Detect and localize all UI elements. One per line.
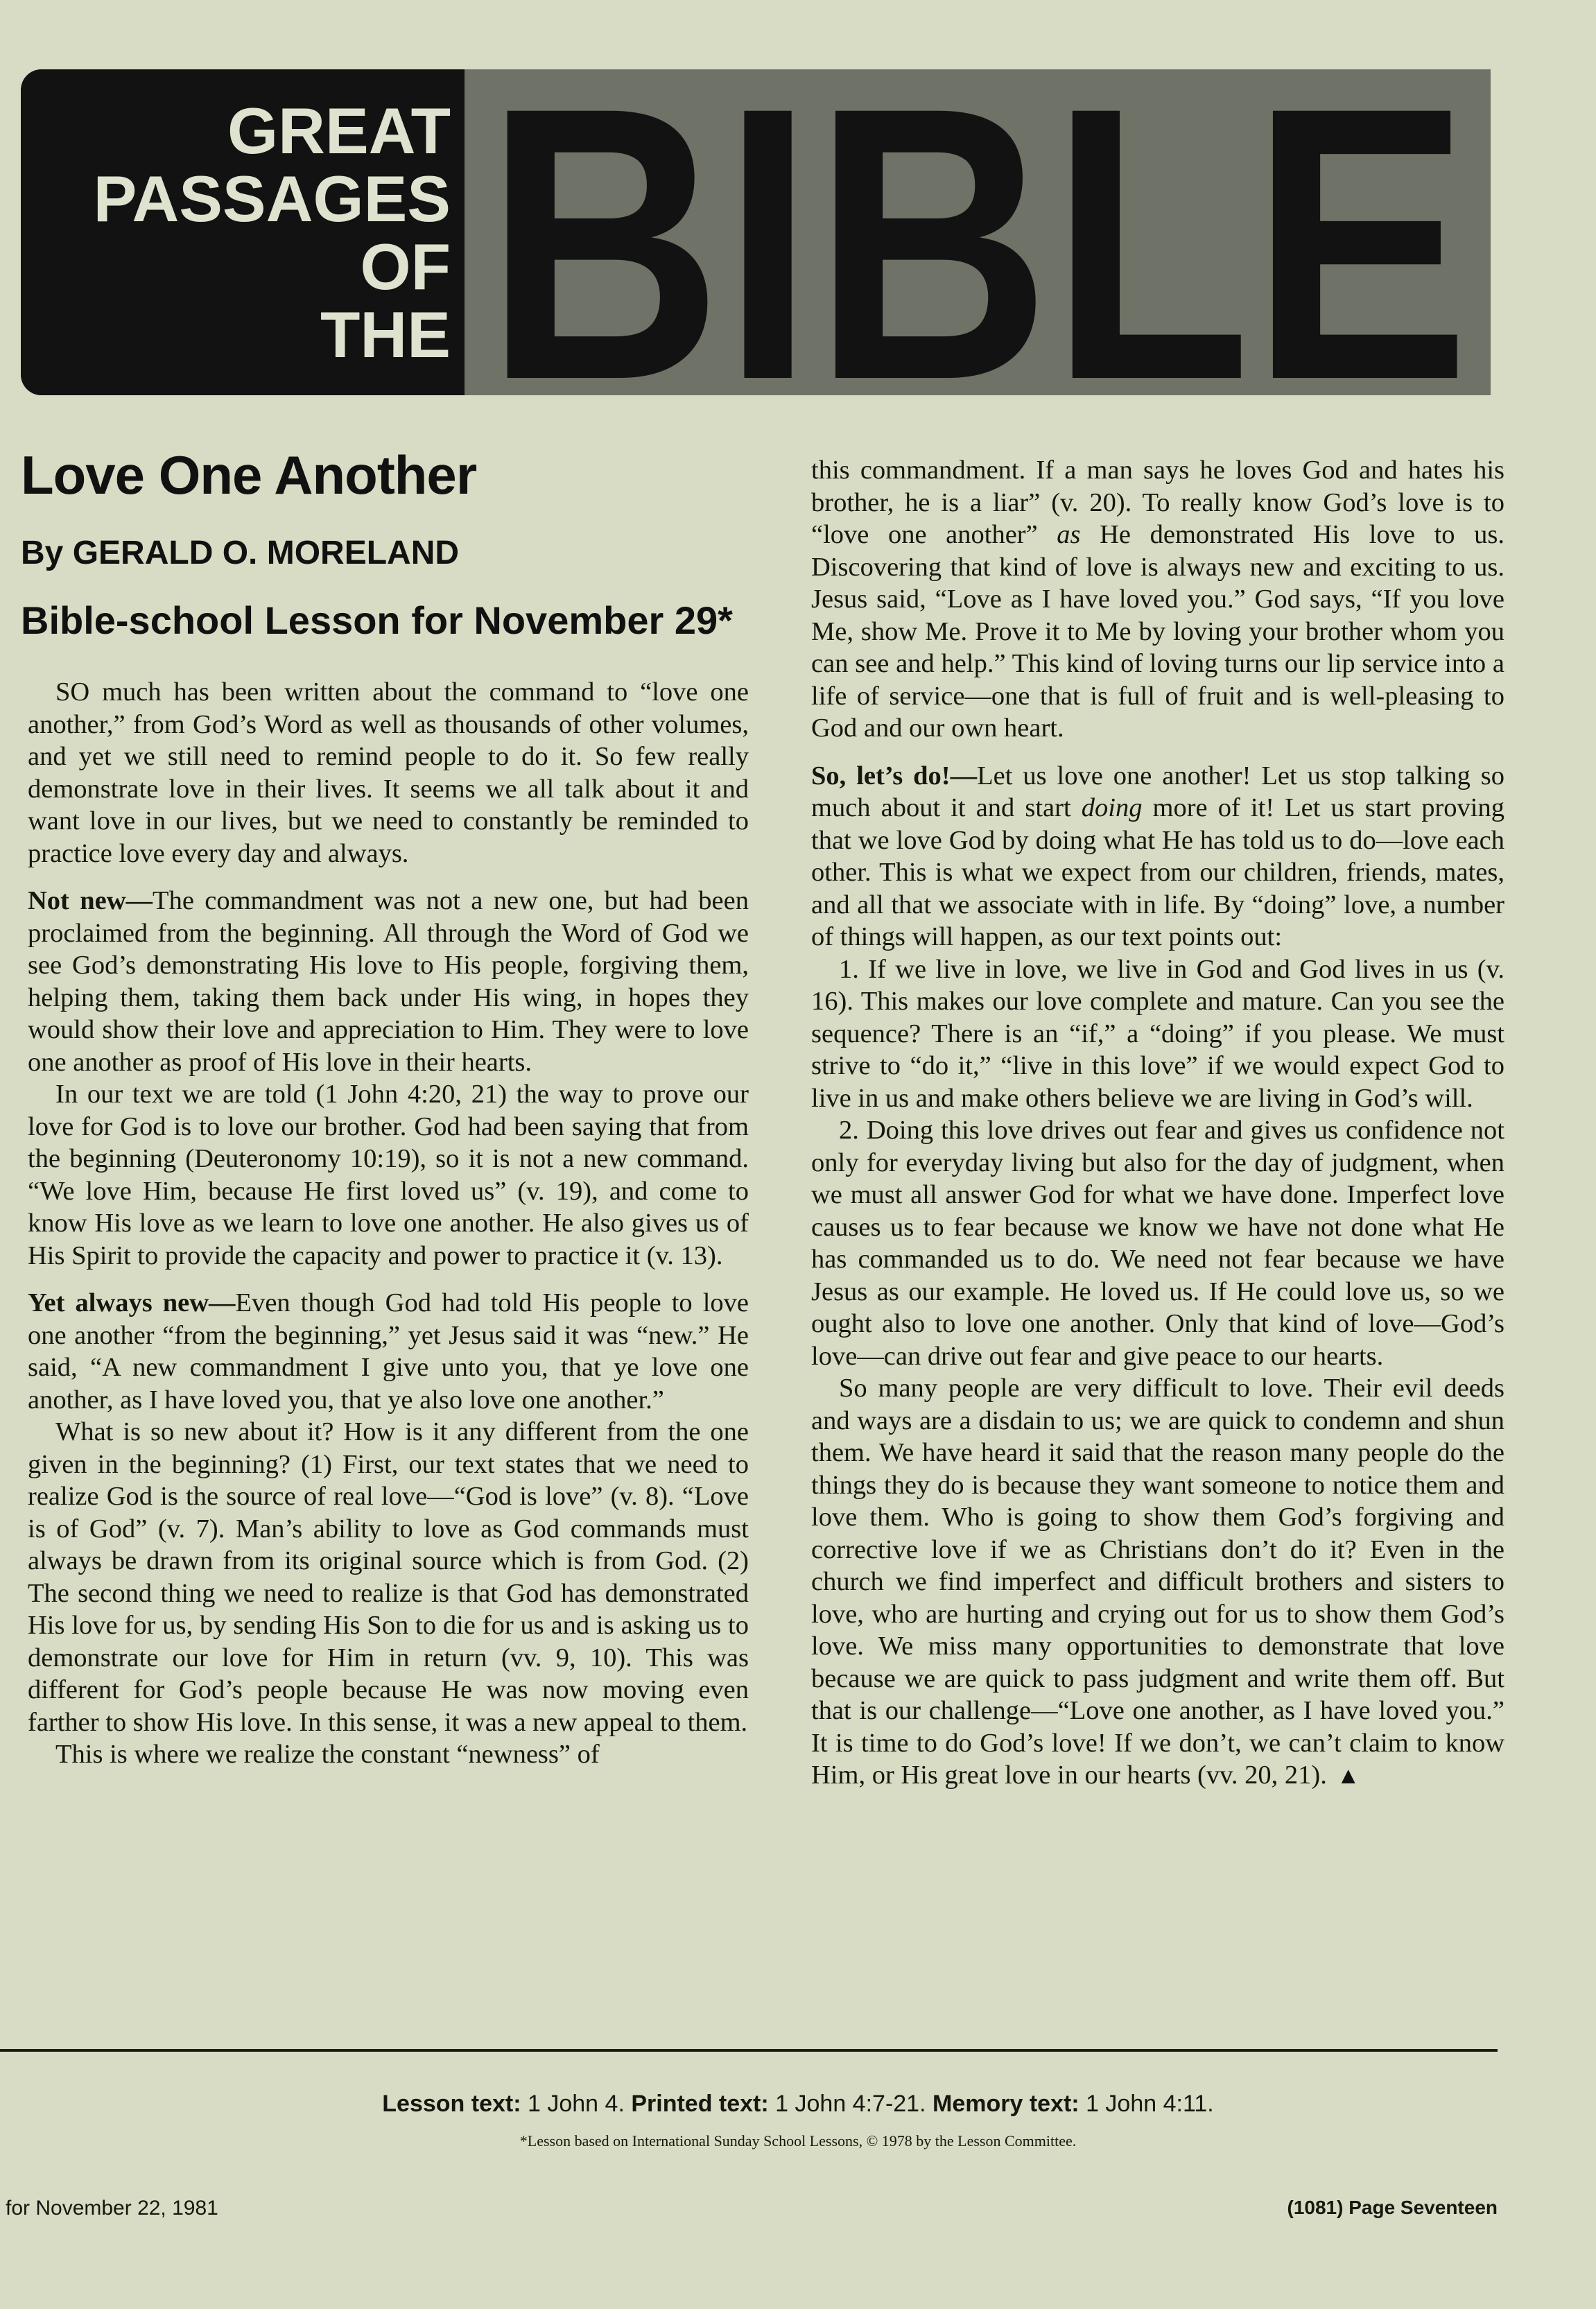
section-heading: Yet always new— [28, 1288, 236, 1317]
banner-big-word: BIBLE [485, 26, 1470, 460]
banner-bible-panel [465, 26, 1491, 460]
footer-page-number: (1081) Page Seventeen [1287, 2197, 1498, 2218]
paragraph: In our text we are told (1 John 4:20, 21) the way to prove our love for God is to love our brother. God had been saying that from the beginning (Deuteronomy 10:19), so it is not a new command. “We love Him, because He first loved us” (v. 19), and come to know His love as we learn to love one another. He also gives us of His Spirit to provide the capacity and power to practice it (v. 13). [28, 1080, 749, 1270]
bible-word-graphic [465, 26, 1491, 460]
paragraph [811, 454, 1504, 745]
section-heading: So, let’s do!— [811, 761, 978, 790]
intro-paragraph: SO much has been written about the command to “love one another,” from God’s Word as well as thousands of other volumes, and yet we still need to remind people to do it. So few really demonstrate love in their lives. It seems we all talk about it and want love in our lives, but we need to constantly be reminded to practice love every day and always. [28, 677, 749, 868]
paragraph-text: He demonstrated His love to us. Discovering that kind of love is always new and exciting to us. Jesus said, “Love as I have loved you.” God says, “If you love Me, show Me. Prove it to Me by loving your brother whom you can see and help.” This kind of loving turns our lip service into a life of service—one that is full of fruit and is well-pleasing to God and our own heart. [811, 520, 1504, 743]
paragraph: This is where we realize the constant “newness” of [55, 1740, 600, 1769]
article-title: Love One Another [21, 444, 477, 505]
paragraph [28, 885, 749, 1078]
paragraph [811, 760, 1504, 953]
title-banner [21, 26, 1491, 460]
banner-small-heading: GREAT PASSAGES OF THE [93, 94, 451, 371]
paragraph-text: The commandment was not a new one, but had been proclaimed from the beginning. All through the Word of God we see God’s demonstrating His love to His people, forgiving them, helping them, taking them back under His wing, in hopes they would show their love and appreciation to Him. They were to love one another as proof of His love in their hearts. [28, 886, 749, 1077]
numbered-paragraph: 1. If we live in love, we live in God and God lives in us (v. 16). This makes our love complete and mature. Can you see the sequence? There is an “if,” a “doing” if you please. We must strive to “do it,” “live in this love” if we would expect God to live in us and make others believe we are living in God’s will. [811, 954, 1504, 1113]
footnote: *Lesson based on International Sunday School Lessons, © 1978 by the Lesson Committee. [519, 2132, 1077, 2150]
printed-text-label: Printed text: [631, 2091, 769, 2117]
lesson-date-heading: Bible-school Lesson for November 29* [21, 598, 733, 642]
memory-text-value: 1 John 4:11. [1086, 2091, 1214, 2117]
paragraph-text: Even though God had told His people to love one another “from the beginning,” yet Jesus said it was “new.” He said, “A new commandment I give unto you, that ye love one another, as I have loved you, that ye also love one another.” [28, 1288, 749, 1415]
numbered-paragraph: 2. Doing this love drives out fear and gives us confidence not only for everyday living but also for the day of judgment, when we must all answer God for what we have done. Imperfect love causes us to fear because we know we have not done what He has commanded us to do. We need not fear because we have Jesus as our example. He loved us. If He could love us, so we ought also to love one another. Only that kind of love—God’s love—can drive out fear and give peace to our hearts. [811, 1116, 1504, 1371]
paragraph-text: So many people are very difficult to love. Their evil deeds and ways are a disdain to us; we are quick to condemn and shun them. We have heard it said that the reason many people do the things they do is because they want someone to notice them and love them. Who is going to show them God’s forgiving and corrective love if we as Christians don’t do it? Even in the church we find imperfect and difficult brothers and sisters to love, who are hurting and crying out for us to show them God’s love. We miss many opportunities to demonstrate that love because we are quick to pass judgment and write them off. But that is our challenge—“Love one another, as I have loved you.” It is time to do God’s love! If we don’t, we can’t claim to know Him, or His great love in our hearts (vv. 20, 21). [811, 1374, 1504, 1790]
paragraph-text: Let us love one another! Let us stop talking so much about it and start [811, 761, 1505, 822]
right-column [811, 454, 1504, 1793]
paragraph: What is so new about it? How is it any different from the one given in the beginning? (1) First, our text states that we need to realize God is the source of real love—“God is love” (v. 8). “Love is of God” (v. 7). Man’s ability to love as God commands must always be drawn from its original source which is from God. (2) The second thing we need to realize is that God has demonstrated His love for us, by sending His Son to die for us and is asking us to demonstrate our love for Him in return (vv. 9, 10). This was different for God’s people because He was now moving even farther to show His love. In this sense, it was a new appeal to them. [28, 1417, 749, 1737]
emphasis: doing [1081, 793, 1143, 822]
divider-rule [0, 2049, 1498, 2052]
left-column [28, 676, 749, 1771]
paragraph-text: more of it! Let us start proving that we love God by doing what He has told us to do—love each other. This is what we expect from our children, friends, mates, and all that we associate with in life. By “doing” love, a number of things will happen, as our text points out: [811, 793, 1504, 951]
memory-text-label: Memory text: [933, 2091, 1079, 2117]
emphasis: as [1057, 520, 1081, 549]
lesson-text-value: 1 John 4. [528, 2091, 625, 2117]
byline: By GERALD O. MORELAND [21, 535, 460, 571]
printed-text-value: 1 John 4:7-21. [775, 2091, 926, 2117]
paragraph [811, 1372, 1504, 1793]
banner-black-panel [21, 69, 465, 395]
section-heading: Not new— [28, 886, 153, 915]
footer-date: for November 22, 1981 [6, 2197, 218, 2220]
paragraph [28, 1287, 749, 1416]
lesson-text-label: Lesson text: [382, 2091, 521, 2117]
lesson-references [0, 2091, 1596, 2118]
end-mark: ▲ [1336, 1763, 1360, 1789]
paragraph-text: this commandment. If a man says he loves God and hates his brother, he is a liar” (v. 20). To really know God’s love is to “love one another” [811, 456, 1504, 549]
